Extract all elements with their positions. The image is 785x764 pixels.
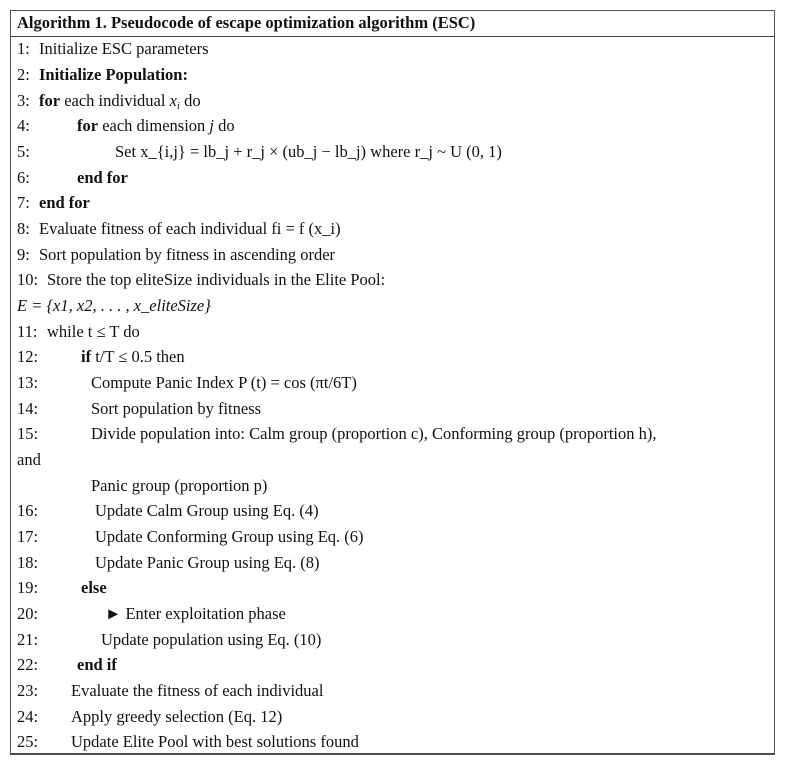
line-14: 14: Sort population by fitness [17,399,262,418]
line-16: 16: Update Calm Group using Eq. (4) [17,501,319,520]
line-10: 10: Store the top eliteSize individuals in the Elite Pool: [17,270,386,289]
line-12: 12: if t/T ≤ 0.5 then [17,347,185,366]
line-11: 11: while t ≤ T do [17,322,140,341]
line-25: 25: Update Elite Pool with best solutions found [17,732,359,751]
line-18: 18: Update Panic Group using Eq. (8) [17,553,320,572]
line-4: 4: for each dimension j do [17,116,235,135]
line-6: 6: end for [17,168,128,187]
algorithm-body: 1: Initialize ESC parameters 2: Initialize Population: 3: for each individual $x_i$ do 4: for each dimension j do 5: Set x_{i,j} = lb_j + r_j × (ub_j − lb_j) where r_j ~ U (0, 1) 6: end for 7: end for 8: Evaluate fitness of each individual fi = f (x_i) 9: Sort population by fitness in ascending order 10: Store the top eliteSize individuals in the Elite Pool: E = {x1, x2, . . . , x_eliteSize} 11: while t ≤ T do 12: if t/T ≤ 0.5 then 13: Compute Panic Index P (t) = cos (πt/6T) 14: Sort population by fitness 15: Divide population into: Calm group (proportion c), Conforming group (proportion h), and Panic group (proportion p) 16: Update Calm Group using Eq. (4) 17: Update Conforming Group using Eq. (6) 18: Update Panic Group using Eq. (8) 19: else 20: ► Enter exploitation phase 21: Update population using Eq. (10) 22: end if 23: Evaluate the fitness of each individual 24: Apply greedy selection (Eq. 12) 25: Update Elite Pool with best solutions found [11,37,774,754]
line-24: 24: Apply greedy selection (Eq. 12) [17,707,283,726]
bottom-rule [11,753,774,754]
line-19: 19: else [17,578,107,597]
line-7: 7: end for [17,193,90,212]
line-2: 2: Initialize Population: [17,65,188,84]
line-1: 1: Initialize ESC parameters [17,39,209,58]
line-22: 22: end if [17,655,117,674]
algorithm-box [10,10,775,755]
line-3: 3: for each individual $x_i$ do [17,91,201,112]
line-8: 8: Evaluate fitness of each individual fi = f (x_i) [17,219,341,238]
line-13: 13: Compute Panic Index P (t) = cos (πt/6T) [17,373,357,392]
line-5: 5: Set x_{i,j} = lb_j + r_j × (ub_j − lb_j) where r_j ~ U (0, 1) [17,142,502,161]
algorithm-title: Algorithm 1. Pseudocode of escape optimization algorithm (ESC) [11,11,774,37]
line-9: 9: Sort population by fitness in ascending order [17,245,336,264]
line-23: 23: Evaluate the fitness of each individual [17,681,324,700]
line-17: 17: Update Conforming Group using Eq. (6) [17,527,364,546]
line-15: 15: Divide population into: Calm group (proportion c), Conforming group (proportion h), [17,424,657,443]
line-20: 20: ► Enter exploitation phase [17,604,286,623]
line-21: 21: Update population using Eq. (10) [17,630,322,649]
